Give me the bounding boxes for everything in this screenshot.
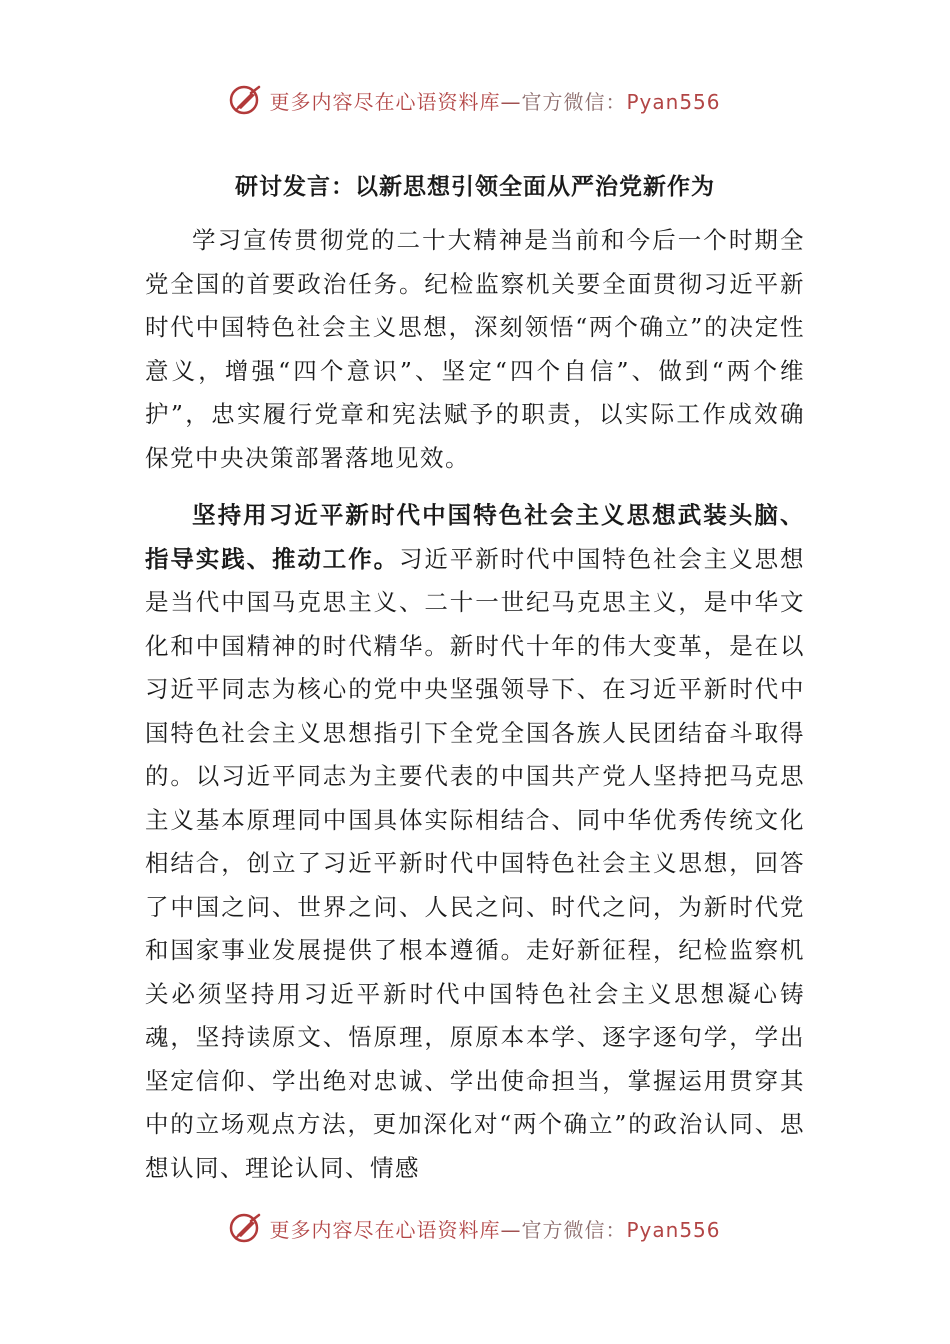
document-title: 研讨发言：以新思想引领全面从严治党新作为 <box>235 174 715 200</box>
banner-text <box>269 1214 720 1243</box>
pen-logo-icon <box>229 1211 263 1245</box>
banner-wechat-id: Pyan556 <box>626 1217 721 1242</box>
header-banner <box>0 80 950 120</box>
paragraph-1 <box>145 219 805 480</box>
paragraph-1-text: 学习宣传贯彻党的二十大精神是当前和今后一个时期全党全国的首要政治任务。纪检监察机关要全面贯彻习近平新时代中国特色社会主义思想，深刻领悟“两个确立”的决定性意义，增强“四个意识”、坚定“四个自信”、做到“两个维护”，忠实履行党章和宪法赋予的职责，以实际工作成效确保党中央决策部署落地见效。 <box>145 226 805 472</box>
paragraph-2-lead: 坚持用习近平新时代中国特色社会主义思想武装头脑、指导实践、推动工作。 <box>145 501 805 573</box>
banner-main: 更多内容尽在心语资料库 <box>269 1217 501 1242</box>
banner-dash: — <box>500 89 522 114</box>
banner-text <box>269 86 720 115</box>
banner-dash: — <box>500 1217 522 1242</box>
banner-suffix: 官方微信： <box>521 89 627 114</box>
pen-logo-icon <box>229 83 263 117</box>
banner-wechat-id: Pyan556 <box>626 89 721 114</box>
banner-suffix: 官方微信： <box>521 1217 627 1242</box>
footer-banner <box>0 1208 950 1248</box>
paragraph-2-text: 习近平新时代中国特色社会主义思想是当代中国马克思主义、二十一世纪马克思主义，是中华文化和中国精神的时代精华。新时代十年的伟大变革，是在以习近平同志为核心的党中央坚强领导下、在习近平新时代中国特色社会主义思想指引下全党全国各族人民团结奋斗取得的。以习近平同志为主要代表的中国共产党人坚持把马克思主义基本原理同中国具体实际相结合、同中华优秀传统文化相结合，创立了习近平新时代中国特色社会主义思想，回答了中国之问、世界之问、人民之问、时代之问，为新时代党和国家事业发展提供了根本遵循。走好新征程，纪检监察机关必须坚持用习近平新时代中国特色社会主义思想凝心铸魂，坚持读原文、悟原理，原原本本学、逐字逐句学，学出坚定信仰、学出绝对忠诚、学出使命担当，掌握运用贯穿其中的立场观点方法，更加深化对“两个确立”的政治认同、思想认同、理论认同、情感 <box>145 544 805 1182</box>
paragraph-2 <box>145 494 805 1190</box>
banner-main: 更多内容尽在心语资料库 <box>269 89 501 114</box>
